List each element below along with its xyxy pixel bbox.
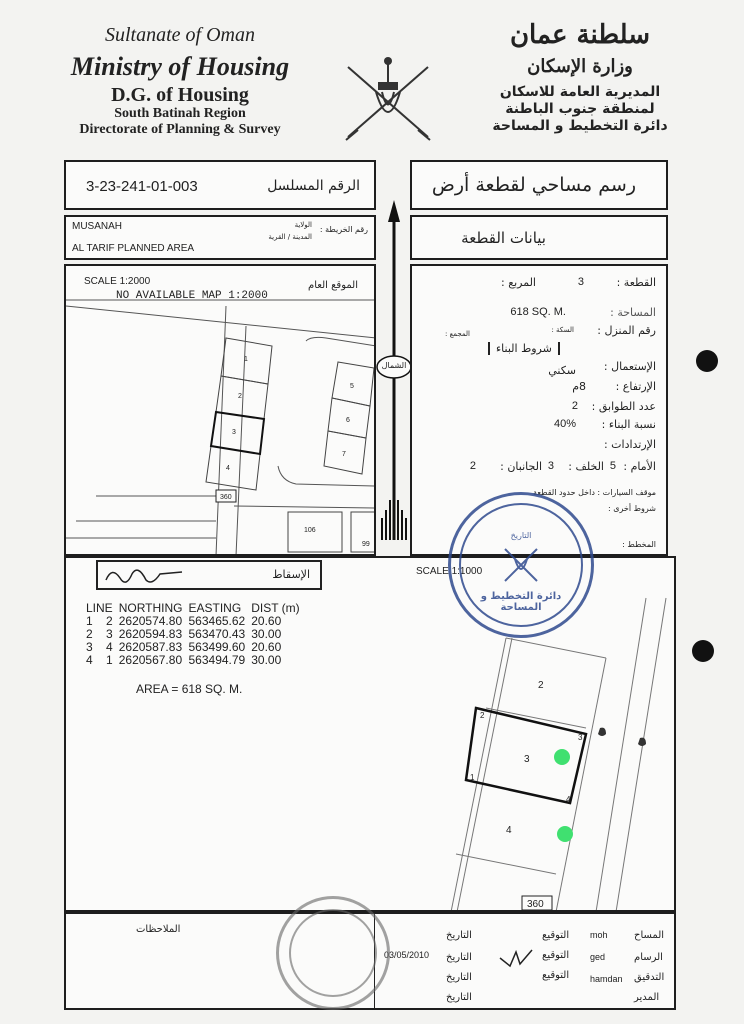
surveyor-label: المساح xyxy=(634,930,665,941)
notes-label: الملاحظات xyxy=(136,924,181,935)
stamp-text: دائرة التخطيط و المساحة xyxy=(480,591,562,613)
footer-signature-icon xyxy=(498,946,534,972)
plot-label: القطعة : xyxy=(616,276,656,289)
row-northing: 2620594.83 xyxy=(118,627,183,641)
height-value: 8م xyxy=(572,380,586,393)
serial-label: الرقم المسلسل xyxy=(267,178,360,194)
stamp-seal xyxy=(448,492,594,638)
row-easting: 563494.79 xyxy=(188,653,246,667)
proj-parcel-4: 4 xyxy=(506,825,512,836)
ratio-value: 40% xyxy=(553,418,576,430)
header-ar-line4: لمنطقة جنوب الباطنة xyxy=(505,101,655,117)
site-map-note: NO AVAILABLE MAP 1:2000 xyxy=(116,290,268,302)
national-emblem-icon xyxy=(338,52,438,144)
sign-label-3: التوقيع xyxy=(542,970,570,981)
sign-label-2: التوقيع xyxy=(542,950,570,961)
header-en-line3: D.G. of Housing xyxy=(111,84,249,106)
green-marker-2 xyxy=(557,826,573,842)
area-value: 618 SQ. M. xyxy=(510,306,566,318)
street-label: السكة : xyxy=(551,326,574,334)
draftsman-name: ged xyxy=(590,952,606,962)
header-line: LINE xyxy=(86,601,113,615)
proj-parcel-2: 2 xyxy=(538,680,544,691)
site-parcel-106: 106 xyxy=(304,527,316,534)
use-label: الإستعمال : xyxy=(603,360,656,373)
use-value: سكني xyxy=(548,364,576,377)
header-ar-line5: دائرة التخطيط و المساحة xyxy=(492,118,668,134)
site-map-box xyxy=(64,264,376,556)
house-number-label: رقم المنزل : xyxy=(597,324,656,337)
document-title: رسم مساحي لقطعة أرض xyxy=(431,174,636,196)
header-dist: DIST (m) xyxy=(251,601,300,615)
date-label-4: التاريخ xyxy=(446,992,472,1003)
row-northing: 2620587.83 xyxy=(118,640,183,654)
back-label: الخلف : xyxy=(568,460,604,473)
location-box xyxy=(64,215,376,260)
row-line: 1 2 xyxy=(86,614,113,628)
checker-name: hamdan xyxy=(590,974,623,984)
row-easting: 563470.43 xyxy=(188,627,246,641)
director-label: المدير xyxy=(634,992,660,1003)
projection-scale: SCALE 1:1000 xyxy=(416,566,483,577)
date-label-2: التاريخ xyxy=(446,952,472,963)
corner-3: 3 xyxy=(578,733,583,742)
plot-number: 3 xyxy=(577,276,584,288)
row-easting: 563499.60 xyxy=(188,640,246,654)
draftsman-label: الرسام xyxy=(634,952,663,963)
corner-1: 1 xyxy=(470,773,475,782)
building-conditions-header: شروط البناء xyxy=(488,342,560,355)
site-map-drawing xyxy=(66,266,376,556)
checker-label: التدقيق xyxy=(634,972,665,983)
serial-number: 3-23-241-01-003 xyxy=(86,178,198,195)
floors-label: عدد الطوابق : xyxy=(591,400,656,413)
site-road-label: 360 xyxy=(220,494,232,501)
row-dist: 30.00 xyxy=(251,653,282,667)
projection-area: AREA = 618 SQ. M. xyxy=(136,682,243,696)
serial-box xyxy=(64,160,376,210)
header-en-line4: South Batinah Region xyxy=(114,106,246,121)
other-conditions-label: شروط أخرى : xyxy=(607,504,656,513)
sides-value: 2 xyxy=(469,460,476,472)
header-en-line5: Directorate of Planning & Survey xyxy=(79,122,281,137)
height-label: الإرتفاع : xyxy=(615,380,656,393)
date-label-1: التاريخ xyxy=(446,930,472,941)
setbacks-label: الإرتدادات : xyxy=(603,438,656,451)
site-parcel-2: 2 xyxy=(238,393,242,400)
document-title-box xyxy=(410,160,668,210)
plot-data-title-box xyxy=(410,215,668,260)
site-parcel-5: 5 xyxy=(350,383,354,390)
header-en-line2: Ministry of Housing xyxy=(70,52,290,81)
corner-2: 2 xyxy=(480,711,485,720)
surveyor-name: moh xyxy=(590,930,608,940)
site-parcel-4: 4 xyxy=(226,465,230,472)
complex-label: المجمع : xyxy=(445,330,470,338)
sides-label: الجانبان : xyxy=(500,460,542,473)
site-parcel-6: 6 xyxy=(346,417,350,424)
planner-label: المخطط : xyxy=(622,540,656,549)
wilayat-label: الولاية xyxy=(294,221,312,229)
header-ar-line1: سلطنة عمان xyxy=(509,20,651,50)
north-label: الشمال xyxy=(381,361,407,370)
row-dist: 20.60 xyxy=(251,640,282,654)
row-dist: 20.60 xyxy=(251,614,282,628)
binder-hole-1 xyxy=(696,350,718,372)
area-label: المساحة : xyxy=(610,306,656,319)
site-parcel-7: 7 xyxy=(342,451,346,458)
city-label: المدينة / القرية xyxy=(268,233,312,241)
header-easting: EASTING xyxy=(188,601,242,615)
row-line: 3 4 xyxy=(86,640,113,654)
stamp-date-label: التاريخ xyxy=(510,531,532,540)
header-ar-line3: المديرية العامة للاسكان xyxy=(499,84,661,100)
row-northing: 2620574.80 xyxy=(118,614,183,628)
corner-4: 4 xyxy=(566,795,571,804)
row-easting: 563465.62 xyxy=(188,614,246,628)
header-ar-line2: وزارة الإسكان xyxy=(527,56,633,77)
site-map-label: الموقع العام xyxy=(308,280,358,291)
row-dist: 30.00 xyxy=(251,627,282,641)
area-value: AL TARIF PLANNED AREA xyxy=(72,243,195,254)
site-parcel-1: 1 xyxy=(244,356,248,363)
footer-stamp xyxy=(276,896,390,1010)
proj-parcel-3: 3 xyxy=(524,754,530,765)
projection-label: الإسقاط xyxy=(272,568,310,581)
row-line: 4 1 xyxy=(86,653,113,667)
date-value: 03/05/2010 xyxy=(384,950,430,960)
green-marker-1 xyxy=(554,749,570,765)
site-parcel-99: 99 xyxy=(362,541,370,548)
site-map-scale: SCALE 1:2000 xyxy=(84,276,151,287)
stamp-emblem-icon xyxy=(501,545,541,585)
row-northing: 2620567.80 xyxy=(118,653,183,667)
sign-label-1: التوقيع xyxy=(542,930,570,941)
back-value: 3 xyxy=(547,460,554,472)
parking-label: موقف السيارات : داخل حدود القطعة xyxy=(533,488,656,497)
header-en-line1: Sultanate of Oman xyxy=(105,24,255,46)
ratio-label: نسبة البناء : xyxy=(601,418,656,431)
square-label: المربع : xyxy=(501,276,536,289)
projection-box xyxy=(64,556,676,912)
site-parcel-3: 3 xyxy=(232,429,236,436)
date-label-3: التاريخ xyxy=(446,972,472,983)
wilayat-value: MUSANAH xyxy=(72,221,123,232)
front-value: 5 xyxy=(609,460,616,472)
proj-road-label: 360 xyxy=(527,899,544,910)
projection-drawing xyxy=(66,558,676,912)
floors-value: 2 xyxy=(571,400,578,412)
row-line: 2 3 xyxy=(86,627,113,641)
front-label: الأمام : xyxy=(623,460,656,473)
plot-data-title: بيانات القطعة xyxy=(461,229,546,247)
header-northing: NORTHING xyxy=(118,601,183,615)
binder-hole-2 xyxy=(692,640,714,662)
map-number-label: رقم الخريطة : xyxy=(319,225,368,234)
